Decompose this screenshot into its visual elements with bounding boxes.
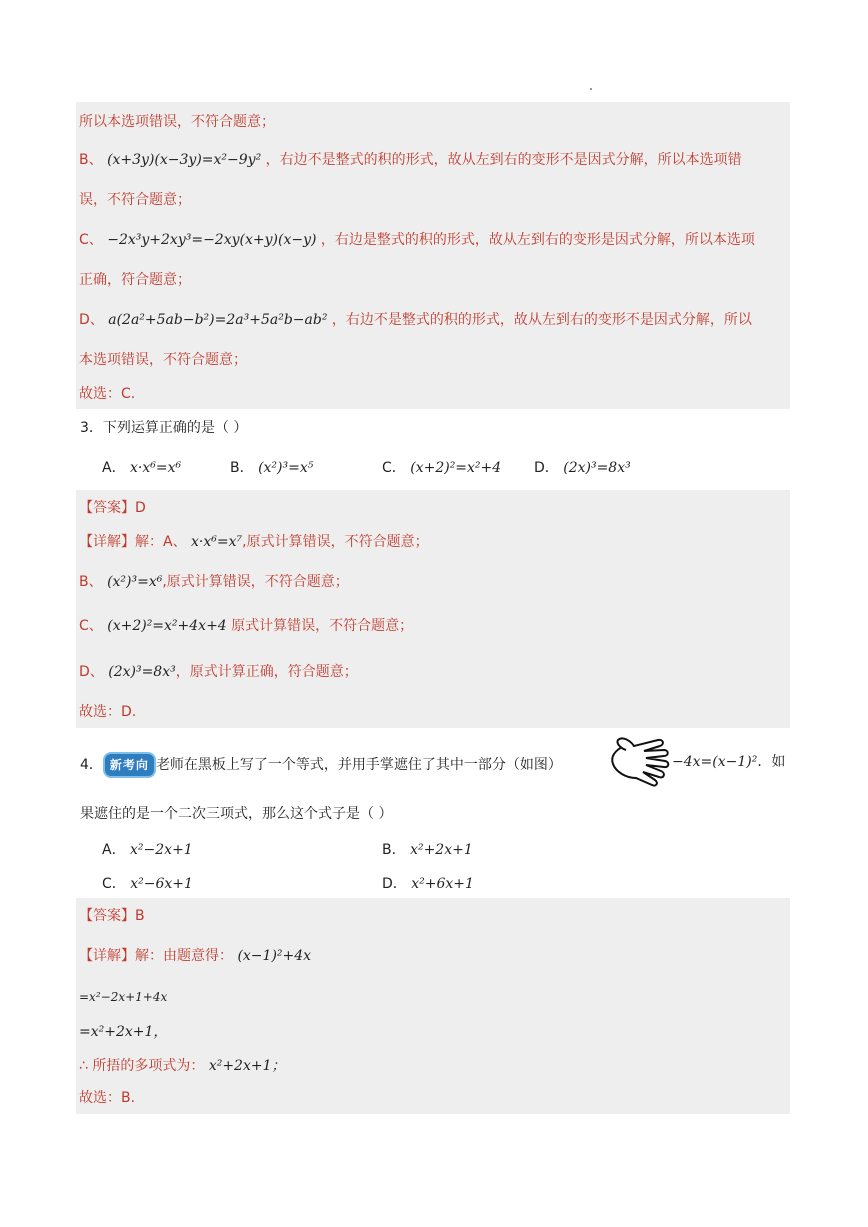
question-3-option-b — [230, 458, 313, 478]
option-label: D、 — [79, 664, 104, 680]
page-marker — [590, 88, 592, 90]
question-4-stem-line1 — [80, 752, 562, 778]
question-3-option-a — [102, 458, 181, 478]
math-expression: (2x)³=8x³ — [108, 664, 176, 680]
option-label: A． — [102, 842, 126, 858]
answer-block-q3 — [76, 490, 790, 728]
math-expression: (x+2)²=x²+4 — [410, 460, 502, 476]
option-b-analysis — [79, 572, 349, 592]
question-3-stem: 3．下列运算正确的是（ ） — [80, 420, 248, 436]
math-expression: x·x⁶=x⁶ — [130, 460, 182, 476]
math-expression: x²+2x+1； — [208, 1058, 286, 1074]
solution-line: 误，不符合题意； — [79, 192, 191, 208]
final-choice: 故选：C. — [79, 386, 136, 402]
final-choice: 故选：B. — [79, 1090, 136, 1106]
detail-text: 解：A、 — [135, 534, 187, 550]
question-4-option-c — [102, 874, 193, 894]
answer-line: 【答案】D — [79, 500, 146, 516]
math-expression: −4x=(x−1)² — [672, 754, 758, 770]
option-c-analysis — [79, 616, 413, 636]
derivation-step: =x²−2x+1+4x — [79, 990, 168, 1004]
question-4-option-a — [102, 840, 193, 860]
solution-block-q2 — [76, 102, 790, 409]
detail-line — [79, 532, 429, 552]
option-label: B． — [382, 842, 406, 858]
math-expression: (x²)³=x⁶ — [107, 574, 163, 590]
option-label: C． — [382, 460, 406, 476]
math-expression: (x+3y)(x−3y)=x²−9y² — [107, 152, 262, 168]
math-expression: x²+6x+1 — [411, 876, 474, 892]
option-label: D． — [534, 460, 559, 476]
option-d-analysis — [79, 662, 358, 682]
question-4-stem-line2: 果遮住的是一个二次三项式，那么这个式子是（ ） — [80, 806, 393, 822]
hand-palm-icon — [608, 734, 670, 790]
new-direction-badge: 新考向 — [103, 752, 156, 778]
math-expression: x·x⁶=x⁷ — [191, 534, 243, 550]
option-label: D． — [382, 876, 407, 892]
question-text: ．如 — [757, 754, 786, 770]
analysis-text: 原式计算错误，不符合题意； — [231, 618, 414, 634]
math-expression: (x−1)²+4x — [237, 948, 312, 964]
detail-line — [79, 946, 311, 966]
detail-text: 解：由题意得： — [135, 948, 233, 964]
option-d-analysis — [79, 310, 752, 330]
option-b-analysis — [79, 150, 742, 170]
math-expression: (x²)³=x⁵ — [258, 460, 314, 476]
analysis-text: ，右边不是整式的积的形式，故从左到右的变形不是因式分解，所以本选项错 — [265, 152, 742, 168]
option-label: A． — [102, 460, 126, 476]
question-3-option-d — [534, 458, 631, 478]
math-expression: x²−2x+1 — [130, 842, 193, 858]
final-choice: 故选：D. — [79, 704, 137, 720]
option-label: C． — [102, 876, 126, 892]
question-4-equation — [672, 752, 785, 772]
question-number: 4． — [80, 757, 103, 773]
solution-line: 所以本选项错误，不符合题意； — [79, 114, 275, 130]
question-4-option-b — [382, 840, 473, 860]
option-label: B、 — [79, 152, 103, 168]
derivation-step: =x²+2x+1， — [79, 1024, 168, 1040]
option-label: C、 — [79, 232, 103, 248]
option-label: D、 — [79, 312, 104, 328]
analysis-text: ，原式计算正确，符合题意； — [175, 664, 358, 680]
answer-block-q4 — [76, 898, 790, 1114]
question-text: 老师在黑板上写了一个等式，并用手掌遮住了其中一部分（如图） — [155, 757, 562, 773]
answer-line: 【答案】B — [79, 908, 145, 924]
solution-line: 正确，符合题意； — [79, 272, 191, 288]
analysis-text: ,原式计算错误，不符合题意； — [162, 574, 349, 590]
math-expression: x²+2x+1 — [410, 842, 473, 858]
math-expression: (x+2)²=x²+4x+4 — [107, 618, 227, 634]
math-expression: a(2a²+5ab−b²)=2a³+5a²b−ab² — [108, 312, 328, 328]
option-label: B． — [230, 460, 254, 476]
math-expression: −2x³y+2xy³=−2xy(x+y)(x−y) — [107, 232, 317, 248]
solution-line: 本选项错误，不符合题意； — [79, 352, 247, 368]
conclusion-text: ∴ 所捂的多项式为： — [79, 1058, 205, 1074]
option-label: C、 — [79, 618, 103, 634]
detail-label: 【详解】 — [79, 534, 135, 550]
math-expression: x²−6x+1 — [130, 876, 193, 892]
math-expression: (2x)³=8x³ — [563, 460, 631, 476]
analysis-text: ，右边是整式的积的形式，故从左到右的变形是因式分解，所以本选项 — [320, 232, 755, 248]
question-4-option-d — [382, 874, 474, 894]
option-c-analysis — [79, 230, 755, 250]
detail-label: 【详解】 — [79, 948, 135, 964]
option-label: B、 — [79, 574, 103, 590]
question-3-option-c — [382, 458, 501, 478]
analysis-text: ,原式计算错误，不符合题意； — [242, 534, 429, 550]
analysis-text: ，右边不是整式的积的形式，故从左到右的变形不是因式分解，所以 — [331, 312, 752, 328]
conclusion-line — [79, 1056, 286, 1076]
